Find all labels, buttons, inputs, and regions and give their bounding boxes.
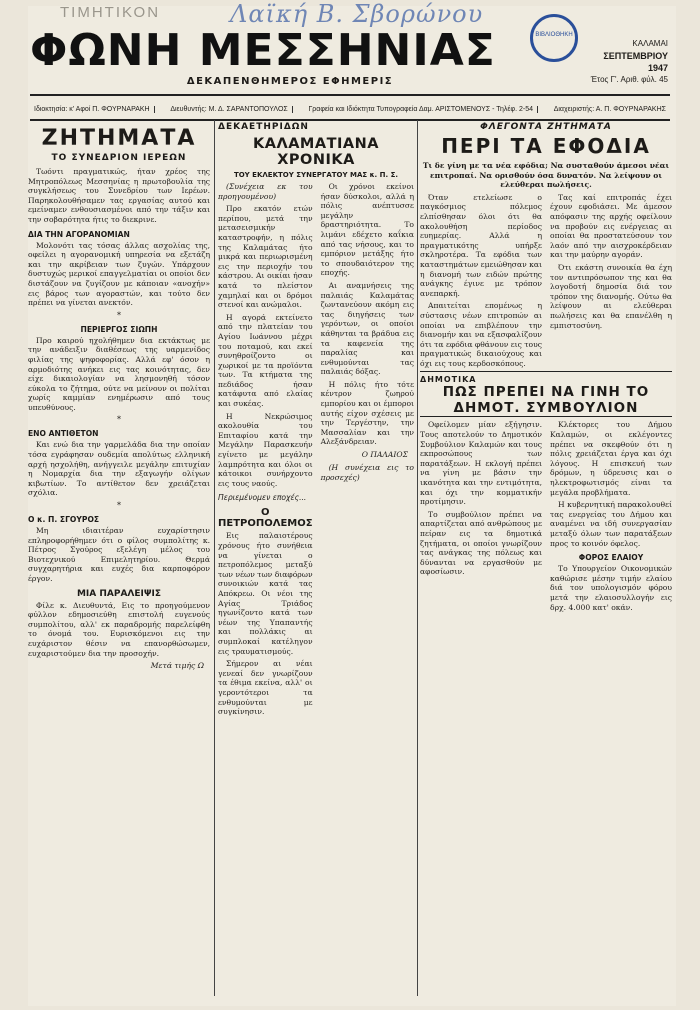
efodia-col-left xyxy=(420,193,542,372)
byline: ΤΟΥ ΕΚΛΕΚΤΟΥ ΣΥΝΕΡΓΑΤΟΥ ΜΑΣ κ. Π. Σ. xyxy=(233,171,399,179)
article-paragraph: Το Υπουργείον Οικονομικών καθώρισε μέσην τιμήν ελαίου διά τον υπολογισμόν φόρου μετά την ελαιοσυλλογήν εις δρχ. 4.000 κατ' οκάν. xyxy=(550,564,672,612)
efodia-body xyxy=(420,193,672,372)
column-divider xyxy=(417,120,418,996)
issue-number: Έτος Γ'. Αριθ. φύλ. 45 xyxy=(590,75,668,84)
separator-star: * xyxy=(117,415,121,425)
dimotika-col-right xyxy=(550,420,672,615)
separator-star: * xyxy=(117,310,121,320)
column-divider xyxy=(214,120,215,996)
library-stamp: ΤΙΜΗΤΙΚΟΝ xyxy=(60,4,161,21)
article-paragraph: Κλέκτορες του Δήμου Καλαμών, οι εκλέγοντες πρέπει να σκεφθούν ότι η πόλις χρειάζεται έργα και όχι λόγους. Η επισκευή των δρόμων, η ύδρευσις και ο ηλεκτροφωτισμός είναι τα μεγάλα προβλήματα. xyxy=(550,420,672,497)
library-seal: ΒΙΒΛΙΟΘΗΚΗ xyxy=(530,14,578,62)
article-paragraph: Και ενώ δια την γαρμελάδα δια την οποίαν τόσα εγράφησαν ουδεμία απολύτως ελληνική αρχή ησχολήθη, ανήγγειλε μεγάλην επιτυχίαν η Νομαρχία δια την εξαγωγήν ολίγων κιβωτίων. Το αντίθετον δεν χρειάζεται σχόλια. xyxy=(28,440,210,498)
column-efodia xyxy=(420,120,672,1000)
dimotika-body xyxy=(420,420,672,615)
chronika-body xyxy=(218,182,414,720)
kicker-dekaetiridon: ΔΕΚΑΕΤΗΡΙΔΩΝ xyxy=(218,122,309,132)
article-paragraph: Τωόντι πραγματικώς, ήταν χρέος της Μητροπόλεως Μεσσηνίας η πρωτοβουλία της συγκλήσεως του Συνεδρίου των Ιερέων. Παρηκολουθήσαμεν τας εργασίας αυτού και εμείναμεν ενθουσιασμένοι από την τάξιν και την σοβαρότητα ήτις το διεκρινε. xyxy=(28,167,210,224)
subhead-paraleipsis: ΜΙΑ ΠΑΡΑΛΕΙΨΙΣ xyxy=(76,588,162,599)
headline-zitimata: ΖΗΤΗΜΑΤΑ xyxy=(41,126,197,151)
article-paragraph: Αι αναμνήσεις της παλαιάς Καλαμάτας ζωντανεύουν ακόμη εις τας διηγήσεις των γερόντων, οι οποίοι κάθηνται τα βράδυα εις τα καφενεία της παραλίας και ενθυμούνται τας παλαιάς δόξας. xyxy=(320,280,414,377)
article-paragraph: Το συμβούλιον πρέπει να απαρτίζεται από ανθρώπους με πείραν εις τα δημοτικά ζητήματα, οι οποίοι γνωρίζουν τας ανάγκας της πόλεως και δύνανται να εργασθούν με αφοσίωσιν. xyxy=(420,509,542,577)
article-paragraph: Η πόλις ήτο τότε κέντρον ζωηρού εμπορίου και οι έμποροι αυτής είχον σχέσεις με την Τεργέστην, την Μασσαλίαν και την Αλεξάνδρειαν. xyxy=(320,379,414,447)
subhead-siopi: ΠΕΡΙΕΡΓΟΣ ΣΙΩΠΗ xyxy=(80,324,158,334)
subhead-agoranomia: ΔΙΑ ΤΗΝ ΑΓΟΡΑΝΟΜΙΑΝ xyxy=(28,229,130,239)
continued-note: (Η συνέχεια εις το προσεχές) xyxy=(320,463,414,482)
article-paragraph: Η αγορά εκτείνετο από την πλατείαν του Αγίου Ιωάννου μέχρι του ποταμού, και εκεί συνηθροίζοντο οι χωρικοί με τα προϊόντα των. Τα κτήματα της πεδιάδος ήσαν κατάφυτα από ελαίας και συκέας. xyxy=(218,312,313,409)
chronika-col-left xyxy=(218,182,313,720)
article-paragraph: Όταν ετελείωσε ο παγκόσμιος πόλεμος ελπίσθησαν όλοι ότι θα ακολουθήση περίοδος ευημερίας. Αλλά η πραγματικότης υπήρξε σκληροτέρα. Τα εφόδια των καταστημάτων εμειώθησαν και η διανομή των ειδών πρώτης ανάγκης έγινε με τρόπον ανεπαρκή. xyxy=(420,192,542,298)
edition-info xyxy=(588,38,668,86)
article-paragraph: Σήμερον αι νέαι γενεαί δεν γνωρίζουν τα έθιμα εκείνα, αλλ' οι γεροντότεροι τα ενθυμούνται με συγκίνησιν. xyxy=(218,659,313,717)
publication-info-bar xyxy=(30,98,670,120)
signature: Ο ΠΑΛΑΙΟΣ xyxy=(361,450,408,460)
article-paragraph: Οι χρόνοι εκείνοι ήσαν δύσκολοι, αλλά η πόλις ανέπτυσσε μεγάλην δραστηριότητα. Το λιμάνι εδέχετο καΐκια από τας νήσους, και το εμπόριον μετάξης ήτο το σπουδαιότερον της εποχής. xyxy=(320,182,414,278)
date: ΣΕΠΤΕΜΒΡΙΟΥ 1947 xyxy=(603,51,668,73)
newspaper-subtitle: ΔΕΚΑΠΕΝΘΗΜΕΡΟΣ ΕΦΗΜΕΡΙΣ xyxy=(186,76,394,87)
article-paragraph: Τας καί επιτροπάς έχει έχουν εφοδιάσει. Με άμεσον απόφασιν της αρχής οφείλουν να προβούν εις ενέργειας αι οποίαι θα προστατεύσουν τον λαόν από την αισχροκέρδειαν και την μαύρην αγοράν. xyxy=(550,192,672,260)
owner-info: Ιδιοκτησία: κ' Αφοί Π. ΦΟΥΡΝΑΡΑΚΗ xyxy=(30,106,155,113)
city: ΚΑΛΑΜΑΙ xyxy=(632,39,668,48)
dimotika-col-left xyxy=(420,420,542,615)
office-info: Γραφεία και Ιδιόκτητα Τυπογραφεία Δαμ. ΑΡΙΣΤΟΜΕΝΟΥΣ - Τηλέφ. 2-54 xyxy=(304,106,538,113)
article-paragraph: Μη ιδιαιτέραν ευχαρίστησιν επληροφορήθημεν ότι ο φίλος συμπολίτης κ. Πέτρος Σγούρος εξελέγη μέλος του Βιοτεχνικού Επιμελητηρίου. Θερμά συγχαρητήρια και ευχές δια καρποφόρον έργον. xyxy=(28,526,210,583)
dimotika-section xyxy=(420,371,672,417)
article-paragraph: Εις παλαιοτέρους χρόνους ήτο συνήθεια να γίνεται ο πετροπόλεμος μεταξύ των νέων των διαφόρων συνοικιών κατά τας Απόκρεω. Οι νέοι της Αγίας Τριάδος ηγωνίζοντο κατά των νέων της Υπαπαντής και πολλάκις αι συμπλοκαί κατέληγον εις τραυματισμούς. xyxy=(218,531,313,656)
kicker-dimotika: ΔΗΜΟΤΙΚΑ xyxy=(420,375,477,385)
article-paragraph: Μολονότι τας τόσας άλλας ασχολίας της, οφείλει η αγορανομική υπηρεσία να εξετάζη και την ακρίβειαν των ζυγών. Υπάρχουν δυστυχώς μερικοί επαγγελματίαι οι οποίοι δεν διστάζουν να ζυγίζουν με κάποιαν «ανοχήν» εις βάρος των αγοραστών, και τούτο δεν πρέπει να γίνεται ανεκτόν. xyxy=(28,240,210,308)
article-paragraph: Προ εκατόν ετών περίπου, μετά την μετασεισμικήν καταστροφήν, η πόλις της Καλαμάτας ήτο μικρά και περιωρισμένη εις την περιοχήν του κάστρου. Αι οικίαι ήσαν κατά το πλείστον χαμηλαί και οι δρόμοι στενοί και ανώμαλοι. xyxy=(218,204,313,310)
continued-note: (Συνέχεια εκ του προηγουμένου) xyxy=(218,182,313,201)
handwritten-note: Λαϊκή Β. Σβορώνου xyxy=(230,0,484,28)
article-paragraph: Η κυβερνητική παρακολουθεί τας ενεργείας του Δήμου και αναμένει να ιδή συνεργασίαν μεταξύ όλων των παρατάξεων προς το κοινόν όφελος. xyxy=(550,500,672,548)
director-info: Διευθυντής: Μ. Δ. ΣΑΡΑΝΤΟΠΟΥΛΟΣ xyxy=(166,106,292,113)
separator-star: * xyxy=(117,501,121,511)
article-paragraph: Ότι εκάστη συνοικία θα έχη τον αντιπρόσωπον της και θα λογοδοτή δημοσία διά τον τρόπον της διανομής. Ούτω θα λείψουν αι ελεύθεραι πωλήσεις και θα επανέλθη η εμπιστοσύνη. xyxy=(550,262,672,330)
subhead-foros-elaiou: ΦΟΡΟΣ ΕΛΑΙΟΥ xyxy=(578,553,644,563)
headline-efodia: ΠΕΡΙ ΤΑ ΕΦΟΔΙΑ xyxy=(441,134,651,158)
subhead-epoches: Περιεμένομεν εποχές... xyxy=(218,493,307,503)
masthead xyxy=(30,26,550,76)
kicker-synedrion: ΤΟ ΣΥΝΕΔΡΙΟΝ ΙΕΡΕΩΝ xyxy=(51,153,187,163)
signature: Μετά τιμής Ω xyxy=(150,661,204,671)
article-paragraph: Φίλε κ. Διευθυντά, Εις το προηγούμενον φύλλον εδημοσιεύθη επιστολή ευγενούς συμπολίτου, αλλ' εκ παραδρομής παρελείφθη το όνομά του. Ευρισκόμενοι εις την ευχάριστον θέσιν να επανορθώσωμεν, ευχαριστούμεν δια την προσοχήν. xyxy=(28,600,210,658)
article-paragraph: Προ καιρού ηχολήθημεν δια εκτάκτως με την ανάδειξιν διαθέσεως της υαρμενίδος φιλίας της ψηφοφορίας. Αλλά εφ' όσον η αρμοδιότης ανήκει εις τας κοινότητας, δεν είχε δικαιολογίαν να λησμονηθή τόσον εύκολα το ζήτημα, ούτε να μείνουν οι πολίται χωρίς καμμίαν ενημέρωσιν από τους υπευθύνους. xyxy=(28,335,210,412)
chronika-col-right xyxy=(321,182,414,720)
subhead-antitheton: ΕΝΟ ΑΝΤΙΘΕΤΟΝ xyxy=(28,429,99,439)
efodia-col-right xyxy=(550,193,672,372)
subhead-petropolemos: Ο ΠΕΤΡΟΠΟΛΕΜΟΣ xyxy=(218,507,313,530)
subhead-sgouros: Ο κ. Π. ΣΓΟΥΡΟΣ xyxy=(28,515,100,525)
column-zitimata xyxy=(28,120,210,1000)
header-rule-top xyxy=(30,94,670,96)
column-chronika xyxy=(218,120,414,1000)
kicker-flegonta: ΦΛΕΓΟΝΤΑ ΖΗΤΗΜΑΤΑ xyxy=(480,122,612,132)
lead-paragraph: Τι δε γίνη με τα νέα εφόδια; Να συσταθούν άμεσοι νέαι επιτροπαί. Να ορισθούν όσα δυνατόν. Να λείψουν οι ελεύθεραι πωλήσεις. xyxy=(422,161,670,190)
newspaper-title: ΦΩΝΗ ΜΕΣΣΗΝΙΑΣ xyxy=(30,25,496,76)
headline-chronika: ΚΑΛΑΜΑΤΙΑΝΑ ΧΡΟΝΙΚΑ xyxy=(253,136,379,168)
headline-symvoulion: ΠΩΣ ΠΡΕΠΕΙ ΝΑ ΓΙΝΗ ΤΟ ΔΗΜΟΤ. ΣΥΜΒΟΥΛΙΟΝ xyxy=(442,384,650,417)
article-paragraph: Οφείλομεν μίαν εξήγησιν. Τους αποτελούν το Δημοτικόν Συμβούλιον Καλαμών και τους εκπροσώπους των παρατάξεων. Η εκλογή πρέπει να γίνη με βάσιν την ικανότητα και την εντιμότητα, και όχι την κομματικήν προτίμησιν. xyxy=(420,420,542,507)
article-paragraph: Η Νεκρώσιμος ακολουθία του Επιταφίου κατά την Μεγάλην Παρασκευήν εγίνετο με μεγάλην λαμπρότητα και όλοι οι κάτοικοι συνήρχοντο εις τους ναούς. xyxy=(218,411,313,488)
manager-info: Διαχειριστής: Α. Π. ΦΟΥΡΝΑΡΑΚΗΣ xyxy=(553,105,666,113)
article-paragraph: Απαιτείται επομένως η σύστασις νέων επιτροπών αι οποίαι να επιβλέπουν την διανομήν και να εξασφαλίζουν ότι τα εφόδια φθάνουν εις τους πραγματικώς δικαιούχους και όχι εις τους κερδοσκόπους. xyxy=(420,301,542,368)
